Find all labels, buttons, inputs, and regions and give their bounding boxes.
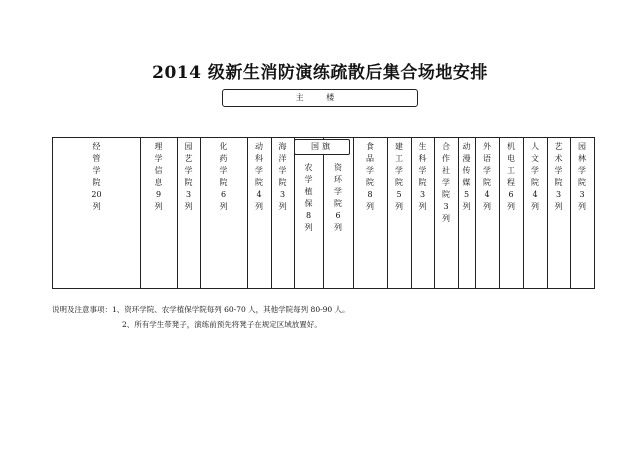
column-label-jiangong: 建 工 学 院 5 列	[395, 142, 403, 211]
column-label-dongman: 动 漫 传 媒 5 列	[462, 142, 471, 211]
notes	[52, 302, 350, 332]
column-label-lixue: 理 学 信 息 9 列	[154, 142, 163, 211]
column-label-dongke: 动 科 学 院 4 列	[255, 142, 263, 211]
national-flag-box: 国旗	[294, 139, 350, 155]
column-label-yuanlin: 园 林 学 院 3 列	[578, 142, 586, 211]
column-label-huayao: 化 药 学 院 6 列	[219, 142, 228, 211]
column-label-zihuan: 资 环 学 院 6 列	[334, 163, 342, 232]
column-label-yuanyi: 园 艺 学 院 3 列	[184, 142, 193, 211]
column-label-hezuoshe: 合 作 社 学 院 3 列	[442, 142, 450, 223]
column-label-shipin: 食 品 学 院 8 列	[366, 142, 374, 211]
page-title: 2014 级新生消防演练疏散后集合场地安排	[152, 63, 488, 83]
note-line-1: 说明及注意事项：1、资环学院、农学植保学院每列 60-70 人，其他学院每列 80-90 人。	[52, 305, 350, 314]
column-label-shengke: 生 科 学 院 3 列	[418, 142, 427, 211]
column-label-jidian: 机 电 工 程 6 列	[507, 142, 515, 211]
column-label-waiyu: 外 语 学 院 4 列	[483, 142, 491, 211]
main-building-box: 主 楼	[222, 89, 418, 107]
assembly-grid	[52, 137, 595, 289]
column-label-haiyang: 海 洋 学 院 3 列	[278, 142, 287, 211]
column-label-nongxue: 农 学 植 保 8 列	[304, 163, 313, 232]
note-line-2: 2、所有学生带凳子，演练前预先将凳子在规定区域放置好。	[122, 320, 322, 329]
column-label-yishu: 艺 术 学 院 3 列	[554, 142, 563, 211]
column-label-renwen: 人 文 学 院 4 列	[531, 142, 539, 211]
column-label-jingguan: 经 管 学 院 20 列	[91, 142, 102, 211]
